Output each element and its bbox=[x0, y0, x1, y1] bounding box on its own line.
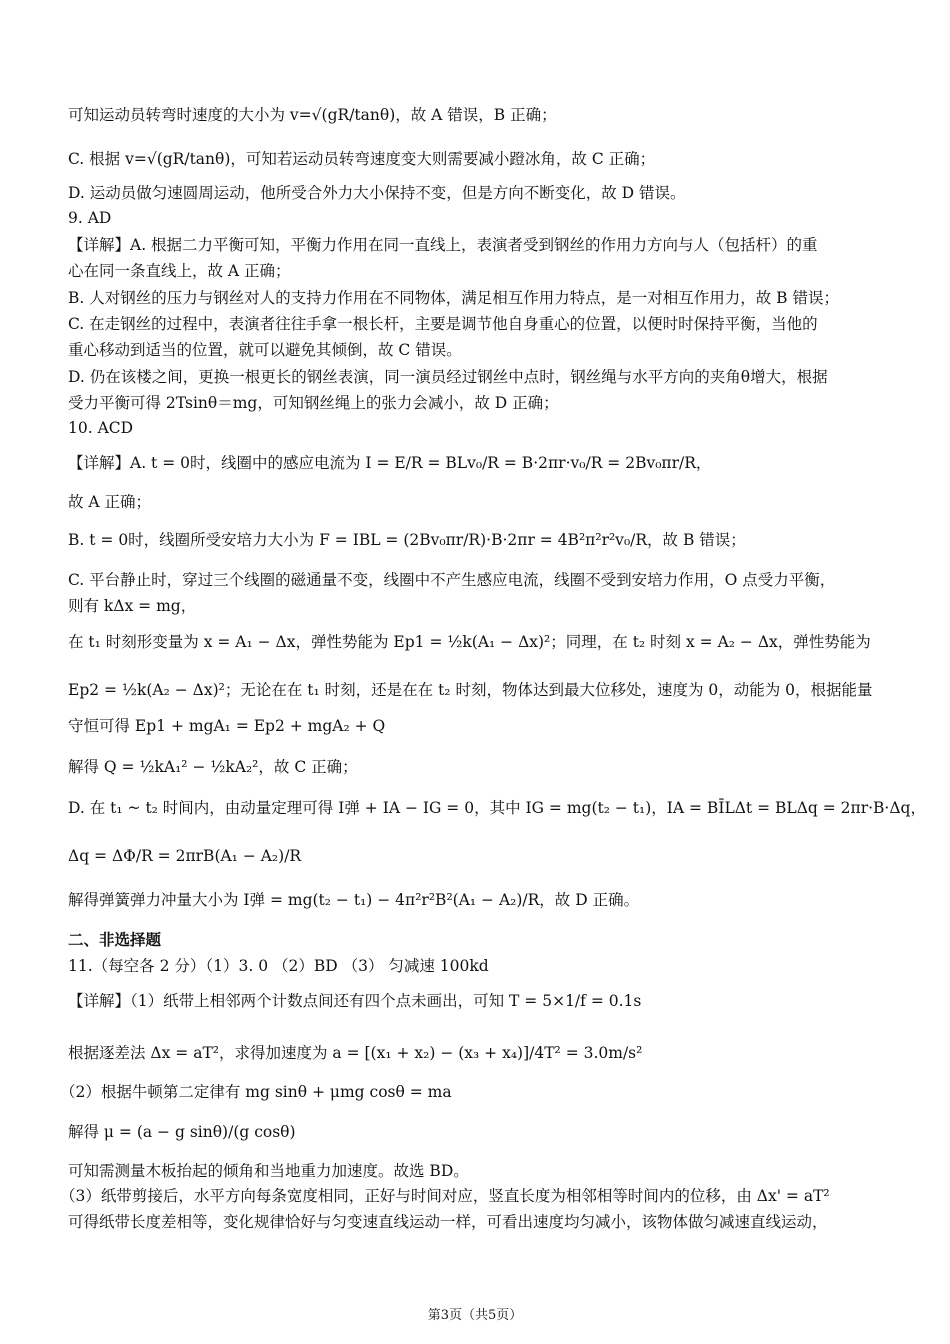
formula-line: 则有 kΔx = mg， bbox=[68, 597, 197, 615]
text-line: 心在同一条直线上，故 A 正确； bbox=[68, 262, 291, 280]
text-line: （3）纸带剪接后，水平方向每条宽度相同，正好与时间对应，竖直长度为相邻相等时间内的位移，由 Δx' = aT² bbox=[60, 1187, 830, 1205]
formula-line: （2）根据牛顿第二定律有 mg sinθ + μmg cosθ = ma bbox=[60, 1083, 452, 1101]
section-heading: 二、非选择题 bbox=[68, 930, 162, 949]
formula-line: 【详解】A. t = 0时，线圈中的感应电流为 I = E/R = BLv₀/R = B·2πr·v₀/R = 2Bv₀πr/R， bbox=[68, 454, 712, 472]
formula-line: 【详解】（1）纸带上相邻两个计数点间还有四个点未画出，可知 T = 5×1/f = 0.1s bbox=[68, 992, 642, 1010]
formula-line: 在 t₁ 时刻形变量为 x = A₁ − Δx，弹性势能为 Ep1 = ½k(A₁ − Δx)²；同理，在 t₂ 时刻 x = A₂ − Δx，弹性势能为 bbox=[68, 633, 871, 651]
text-line: 故 A 正确； bbox=[68, 493, 152, 511]
text-line: 【详解】A. 根据二力平衡可知，平衡力作用在同一直线上，表演者受到钢丝的作用力方向与人（包括杆）的重 bbox=[68, 236, 818, 254]
formula-line: Ep2 = ½k(A₂ − Δx)²；无论在在 t₁ 时刻，还是在在 t₂ 时刻，物体达到最大位移处，速度为 0，动能为 0，根据能量 bbox=[68, 681, 873, 699]
formula-line: 解得 μ = (a − g sinθ)/(g cosθ) bbox=[68, 1123, 296, 1141]
formula-line: 根据逐差法 Δx = aT²，求得加速度为 a = [(x₁ + x₂) − (x₃ + x₄)]/4T² = 3.0m/s² bbox=[68, 1044, 643, 1062]
text-line: 可得纸带长度差相等，变化规律恰好与匀变速直线运动一样，可看出速度均匀减小，该物体做匀减速直线运动， bbox=[68, 1213, 828, 1231]
formula-line: D. 在 t₁ ~ t₂ 时间内，由动量定理可得 I弹 + IA − IG = 0，其中 IG = mg(t₂ − t₁)，IA = BĪLΔt = BLΔq = 2πr·B·Δq， bbox=[68, 799, 926, 817]
text-line: 可知需测量木板抬起的倾角和当地重力加速度。故选 BD。 bbox=[68, 1162, 469, 1180]
page-footer: 第3页（共5页） bbox=[427, 1308, 523, 1323]
formula-line: 守恒可得 Ep1 + mgA₁ = Ep2 + mgA₂ + Q bbox=[68, 717, 386, 735]
text-line: 可知运动员转弯时速度的大小为 v=√(gR/tanθ)，故 A 错误，B 正确； bbox=[68, 106, 557, 124]
text-line: C. 根据 v=√(gR/tanθ)，可知若运动员转弯速度变大则需要减小蹬冰角，故 C 正确； bbox=[68, 150, 656, 168]
text-line: 重心移动到适当的位置，就可以避免其倾倒，故 C 错误。 bbox=[68, 341, 462, 359]
formula-line: Δq = ΔΦ/R = 2πrB(A₁ − A₂)/R bbox=[68, 847, 302, 865]
question-number: 10. ACD bbox=[68, 419, 134, 437]
formula-line: 解得 Q = ½kA₁² − ½kA₂²，故 C 正确； bbox=[68, 758, 358, 776]
text-line: C. 在走钢丝的过程中，表演者往往手拿一根长杆，主要是调节他自身重心的位置，以便时时保持平衡，当他的 bbox=[68, 315, 818, 333]
formula-line: B. t = 0时，线圈所受安培力大小为 F = IBL = (2Bv₀πr/R)·B·2πr = 4B²π²r²v₀/R，故 B 错误； bbox=[68, 531, 746, 549]
text-line: 受力平衡可得 2Tsinθ＝mg，可知钢丝绳上的张力会减小，故 D 正确； bbox=[68, 394, 559, 412]
formula-line: 解得弹簧弹力冲量大小为 I弹 = mg(t₂ − t₁) − 4π²r²B²(A₁ − A₂)/R，故 D 正确。 bbox=[68, 891, 640, 909]
text-line: C. 平台静止时，穿过三个线圈的磁通量不变，线圈中不产生感应电流，线圈不受到安培力作用，O 点受力平衡， bbox=[68, 571, 836, 589]
question-number: 9. AD bbox=[68, 209, 112, 227]
text-line: D. 运动员做匀速圆周运动，他所受合外力大小保持不变，但是方向不断变化，故 D 错误。 bbox=[68, 184, 686, 202]
text-line: B. 人对钢丝的压力与钢丝对人的支持力作用在不同物体，满足相互作用力特点，是一对相互作用力，故 B 错误； bbox=[68, 289, 839, 307]
text-line: D. 仍在该楼之间，更换一根更长的钢丝表演，同一演员经过钢丝中点时，钢丝绳与水平方向的夹角θ增大，根据 bbox=[68, 368, 828, 386]
answer-line: 11.（每空各 2 分）（1）3. 0 （2）BD （3） 匀减速 100kd bbox=[68, 957, 489, 975]
